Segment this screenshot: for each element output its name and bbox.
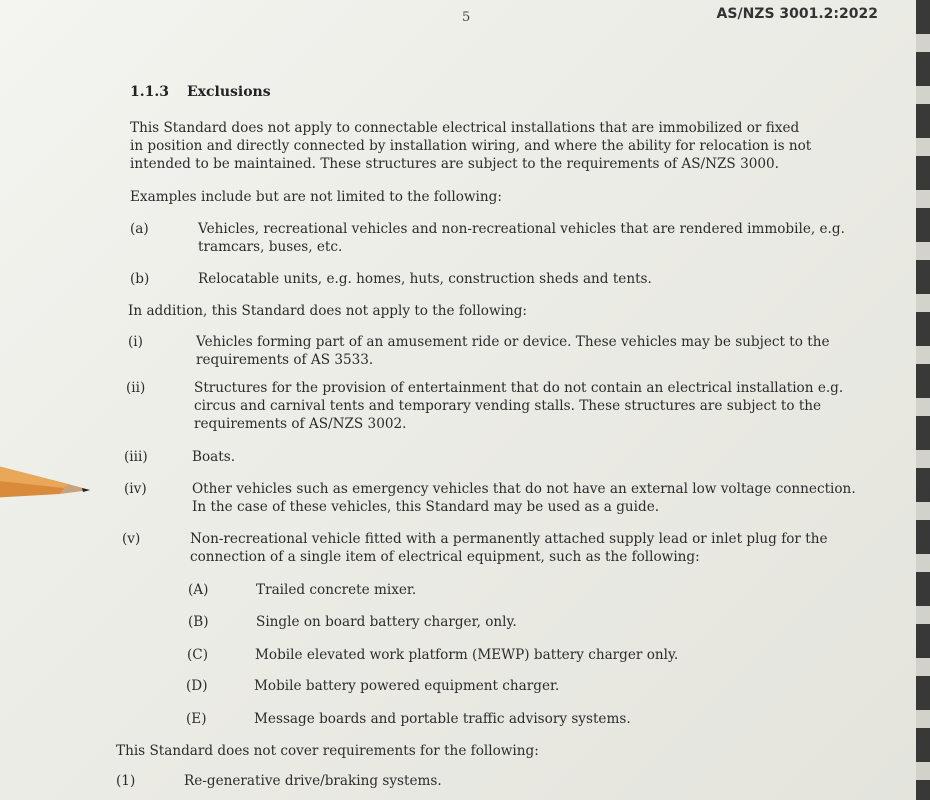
item-text: Mobile elevated work platform (MEWP) battery charger only. — [255, 647, 679, 663]
item-label: (b) — [130, 271, 150, 287]
item-label: (v) — [122, 531, 141, 547]
intro-line: intended to be maintained. These structures are subject to the requirements of AS/NZS 3000. — [130, 156, 779, 172]
item-text: Boats. — [192, 449, 236, 465]
item-text: requirements of AS/NZS 3002. — [194, 416, 407, 432]
list-item — [116, 772, 816, 790]
sub-list-item — [186, 677, 846, 695]
item-label: (i) — [128, 334, 143, 350]
standard-code: AS/NZS 3001.2:2022 — [716, 6, 878, 22]
item-label: (B) — [188, 614, 209, 630]
sub-list-item — [186, 710, 846, 728]
item-label: (A) — [188, 582, 209, 598]
section-number: 1.1.3 — [130, 84, 169, 100]
intro-line: in position and directly connected by installation wiring, and where the ability for relocation is not — [130, 138, 812, 154]
list-item — [128, 333, 888, 369]
list-item — [124, 448, 884, 466]
not-cover-intro: This Standard does not cover requirements for the following: — [116, 743, 539, 759]
section-title: Exclusions — [186, 84, 271, 100]
item-text: Message boards and portable traffic advisory systems. — [254, 711, 631, 727]
item-text: Single on board battery charger, only. — [256, 614, 517, 630]
item-text: requirements of AS 3533. — [196, 352, 374, 368]
item-label: (D) — [186, 678, 208, 694]
item-text: Re-generative drive/braking systems. — [184, 773, 442, 789]
list-item — [130, 220, 890, 256]
sub-list-item — [188, 581, 848, 599]
examples-intro: Examples include but are not limited to the following: — [130, 189, 502, 205]
list-item — [126, 379, 886, 433]
item-label: (a) — [130, 221, 149, 237]
item-text: Vehicles forming part of an amusement ride or device. These vehicles may be subject to the — [196, 334, 830, 350]
item-text: circus and carnival tents and temporary vending stalls. These structures are subject to the — [194, 398, 822, 414]
list-item — [124, 480, 884, 516]
item-label: (iii) — [124, 449, 148, 465]
item-text: Other vehicles such as emergency vehicles that do not have an external low voltage connection. — [192, 481, 856, 497]
item-text: tramcars, buses, etc. — [198, 239, 343, 255]
intro-paragraph — [130, 119, 811, 173]
item-text: Non-recreational vehicle fitted with a permanently attached supply lead or inlet plug for the — [190, 531, 828, 547]
addition-intro: In addition, this Standard does not apply to the following: — [128, 303, 527, 319]
page-number: 5 — [462, 10, 471, 25]
item-label: (ii) — [126, 380, 146, 396]
item-label: (1) — [116, 773, 136, 789]
item-label: (C) — [187, 647, 209, 663]
list-item — [122, 530, 882, 566]
pencil-pointer-icon — [0, 460, 100, 510]
item-text: connection of a single item of electrical equipment, such as the following: — [190, 549, 700, 565]
item-text: Vehicles, recreational vehicles and non-recreational vehicles that are rendered immobile, e.g. — [198, 221, 845, 237]
page-edge-shadow — [916, 0, 930, 800]
sub-list-item — [188, 613, 848, 631]
section-heading — [130, 84, 271, 100]
item-text: Relocatable units, e.g. homes, huts, construction sheds and tents. — [198, 271, 652, 287]
list-item — [130, 270, 890, 288]
item-text: In the case of these vehicles, this Standard may be used as a guide. — [192, 499, 660, 515]
intro-line: This Standard does not apply to connectable electrical installations that are immobilized or fixed — [130, 120, 800, 136]
item-text: Trailed concrete mixer. — [256, 582, 417, 598]
item-label: (iv) — [124, 481, 147, 497]
item-text: Mobile battery powered equipment charger. — [254, 678, 560, 694]
item-label: (E) — [186, 711, 207, 727]
item-text: Structures for the provision of entertainment that do not contain an electrical installation e.g. — [194, 380, 844, 396]
sub-list-item — [187, 646, 847, 664]
